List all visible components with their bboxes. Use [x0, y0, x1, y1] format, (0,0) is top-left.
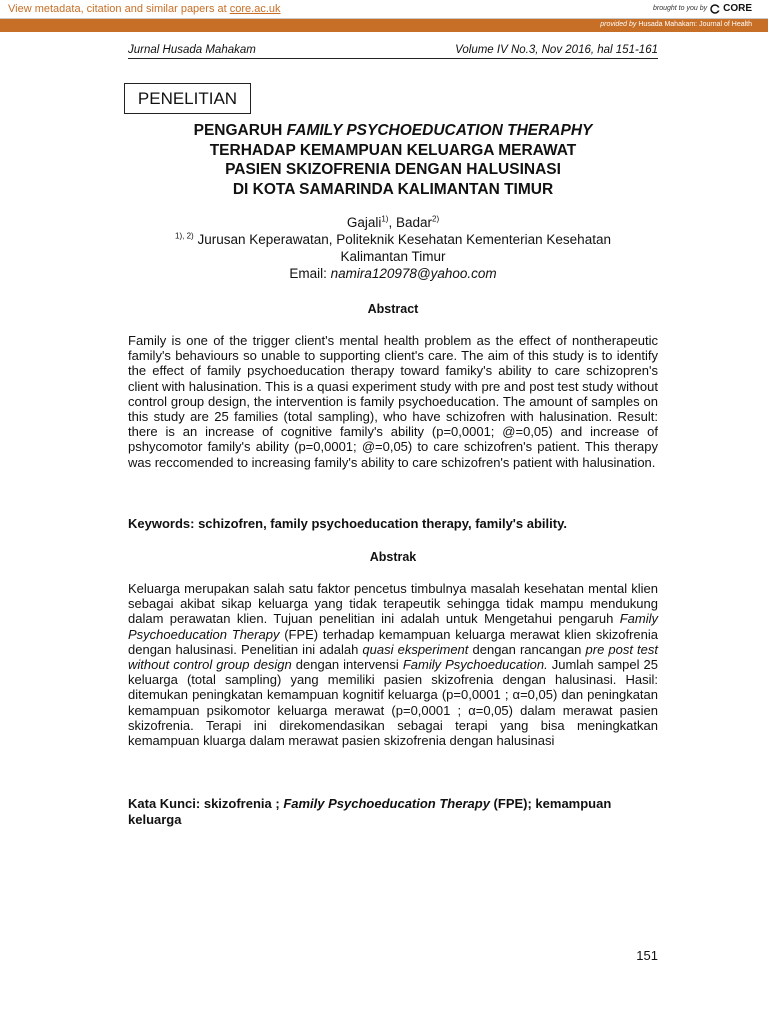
core-metadata-link[interactable] [8, 3, 281, 15]
abstract-heading: Abstract [367, 302, 419, 316]
author-block [128, 214, 658, 282]
title-line-4: DI KOTA SAMARINDA KALIMANTAN TIMUR [232, 180, 554, 198]
abstrak-italic-3: pre post test without control group design [128, 641, 659, 673]
core-brand[interactable] [653, 3, 752, 14]
abstrak-kw-suffix: (FPE); kemampuan keluarga [128, 796, 612, 827]
title-line-1 [128, 121, 658, 141]
journal-name: Jurnal Husada Mahakam [128, 44, 256, 56]
affiliation-text-1: Jurusan Keperawatan, Politeknik Kesehatan Kementerian Kesehatan [197, 232, 611, 247]
abstrak-part-4: dengan intervensi [291, 657, 403, 673]
abstrak-heading: Abstrak [369, 550, 417, 564]
author-names [128, 214, 658, 231]
core-logo-text: CORE [723, 3, 752, 14]
running-header [128, 44, 658, 59]
abstrak-text [128, 581, 658, 748]
abstrak-part-1: Keluarga merupakan salah satu faktor pencetus timbulnya masalah kesehatan mental klien sebagai akibat sikap keluarga yang tidak terapeutik sehingga tidak mampu mendukung dalam perawatan klien. Tujuan penelitian ini adalah untuk Mengetahui pengaruh [128, 581, 658, 627]
abstrak-part-2: (FPE) terhadap kemampuan keluarga merawat klien skizofrenia dengan halusinasi. Penelitian ini adalah [128, 626, 659, 657]
abstrak-kw-prefix: Kata Kunci: skizofrenia ; [128, 796, 284, 811]
title-line-1-italic: FAMILY PSYCHOEDUCATION THERAPHY [286, 122, 593, 139]
author-1-sup: 1) [381, 214, 389, 224]
abstrak-italic-2: quasi eksperiment [362, 641, 469, 657]
affiliation-line-1 [128, 231, 658, 248]
abstrak-part-5: Jumlah sampel 25 keluarga (total sampling) yang memiliki pasien skizofrenia dengan halusinasi. Hasil: ditemukan peningkatan kemampuan kognitif keluarga (p=0,0001 ; α=0,05) dan peningkatan kemampuan psikomotor keluarga merawat (p=0,0001 ; α=0,05) dalam merawat pasien skizofrenia. Terapi ini direkomendasikan sebagai terapi yang bisa meningkatkan kemampuan kluarga dalam merawat pasien skizofrenia dengan halusinasi [128, 657, 658, 749]
provided-by-value: Husada Mahakam: Journal of Health [638, 21, 752, 28]
core-banner [0, 0, 768, 19]
abstrak-italic-1: Family Psychoeducation Therapy [128, 611, 658, 642]
abstrak-part-3: dengan rancangan [468, 641, 586, 657]
author-sep: , [388, 215, 396, 230]
title-line-1-prefix: PENGARUH [193, 122, 283, 139]
abstract-text: Family is one of the trigger client's mental health problem as the effect of nontherapeutic family's behaviours so unable to supporting client's care. The aim of this study is to identify the effect of family psychoeducation therapy toward famiky's ability to care schizopren's client with halusination. This is a quasi experiment study with pre and post test study without control group design, the intervention is family psychoeducation. The amount of samples on this study are 25 families (total sampling), who have schizofren with halusination. Result: there is an increase of cognitive family's ability (p=0,0001; @=0,05) and increase of pshycomotor family's ability (p=0,0001; @=0,05) to care schizofren's patient. This therapy was reccomended to increasing family's ability to care schizofren's patient with halusination. [128, 333, 658, 470]
email-line [128, 265, 658, 282]
author-2: Badar [396, 215, 433, 230]
core-provider-bar [0, 19, 768, 32]
brought-by-text: brought to you by [653, 5, 708, 12]
author-1: Gajali [346, 215, 382, 230]
affiliation-sup: 1), 2) [175, 231, 194, 241]
affiliation-line-2: Kalimantan Timur [340, 249, 446, 264]
core-link-url[interactable]: core.ac.uk [229, 3, 281, 15]
abstrak-italic-4: Family Psychoeducation. [402, 657, 548, 673]
author-2-sup: 2) [432, 214, 440, 224]
provided-by-label: provided by [600, 21, 637, 28]
core-link-prefix: View metadata, citation and similar papers at [8, 3, 227, 15]
section-label: PENELITIAN [137, 89, 238, 108]
section-label-box [124, 83, 251, 114]
volume-info: Volume IV No.3, Nov 2016, hal 151-161 [455, 44, 658, 56]
core-logo-icon [710, 4, 720, 14]
abstrak-kw-italic: Family Psychoeducation Therapy [283, 796, 490, 811]
abstract-keywords: Keywords: schizofren, family psychoeducation therapy, family's ability. [128, 516, 567, 531]
email-label: Email: [289, 266, 327, 281]
page-number: 151 [636, 948, 658, 963]
provided-by[interactable] [600, 21, 752, 28]
title-line-3: PASIEN SKIZOFRENIA DENGAN HALUSINASI [225, 161, 561, 178]
email-address[interactable]: namira120978@yahoo.com [330, 266, 497, 281]
abstrak-keywords [128, 796, 658, 827]
title-line-2: TERHADAP KEMAMPUAN KELUARGA MERAWAT [209, 141, 577, 159]
paper-title [128, 121, 658, 199]
